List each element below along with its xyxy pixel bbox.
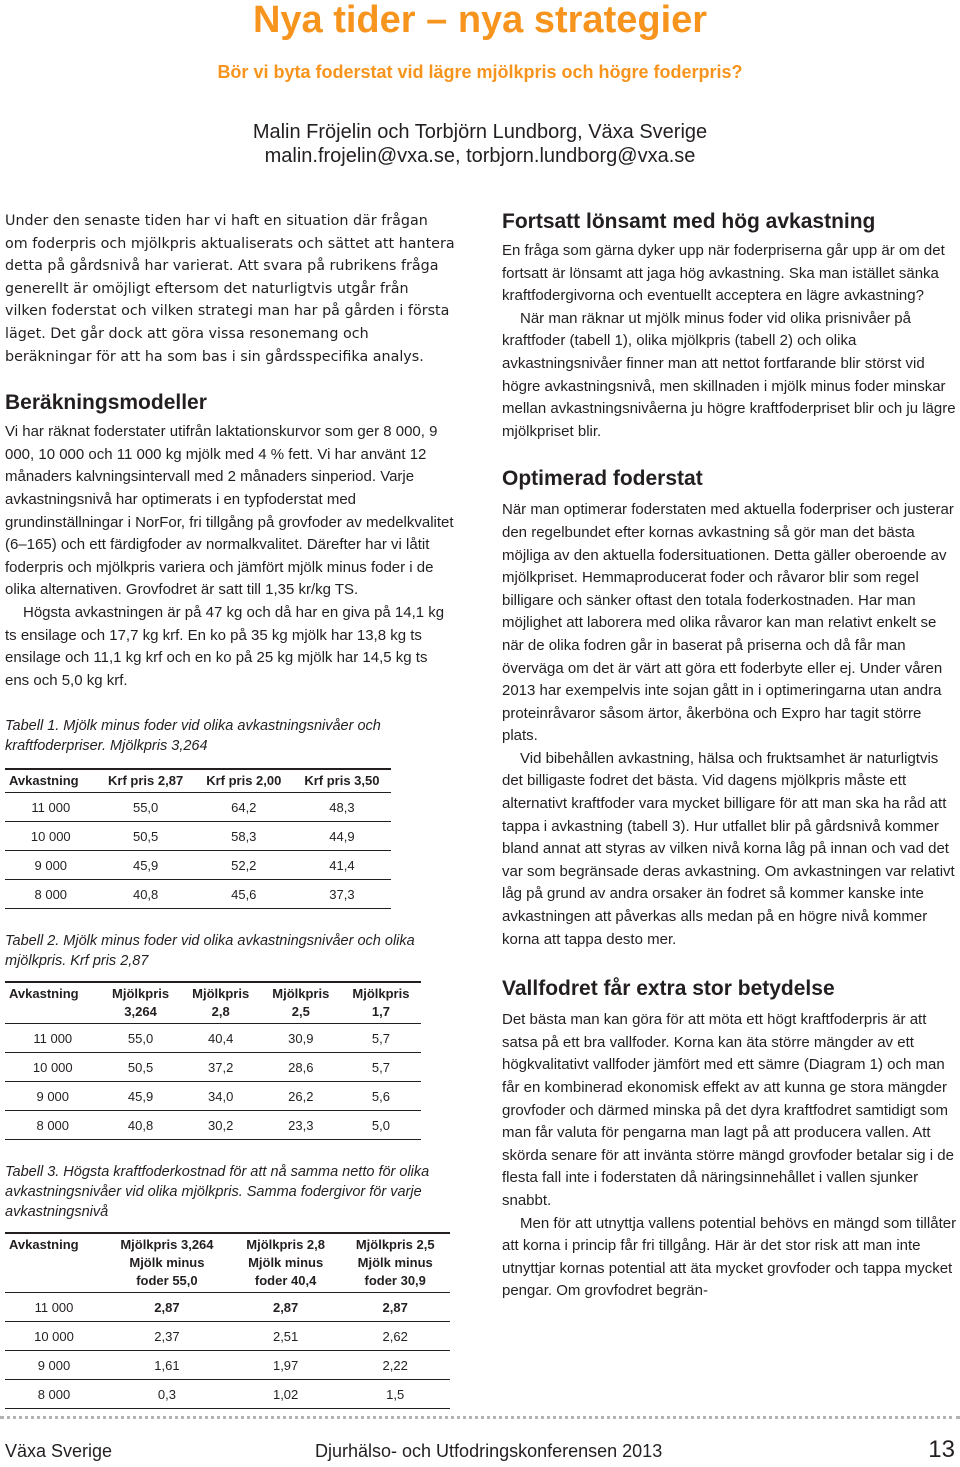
table1-header: Krf pris 3,50 bbox=[304, 773, 380, 789]
table-row: 8 000 40,8 45,6 37,3 bbox=[5, 880, 391, 909]
table2-header: Mjölkpris 2,8 bbox=[192, 986, 250, 1020]
table2-header: Avkastning bbox=[9, 986, 79, 1002]
calculation-paragraph: När man räknar ut mjölk minus foder vid olika prisnivåer på kraftfoder (tabell 1), olika mjölkpris (tabell 2) och olika avkastningsnivåer finner man att nettot fortfarande blir störst vid högre avkastningsnivå, men skillnaden i mjölk minus foder minskar mellan avkastningsnivåerna ju högre kraftfoderpriset blir och ju lägre mjölkpriset blir. bbox=[502, 309, 956, 440]
footer-conference: Djurhälso- och Utfodringskonferensen 2013 bbox=[315, 1441, 663, 1461]
forage-paragraph: Det bästa man kan göra för att möta ett högt kraftfoderpris är att satsa på ett bra vallfoder. Korna kan äta större mängder av ett högkvalitativt vallfoder jämfört med ett sämre (Diagram 1) och man får en kombinerad ekonomisk effekt av att kunna ge stora mängder grovfoder och därmed minska på det dyra kraftfodret samtidigt som man får valuta för pengarna man lagt på att producera vallen. Att skörda senare för att invänta större mängd grovfoder betalar sig i de flesta fall inte i foderstaten då näringsinnehållet i vallen sjunker snabbt. bbox=[502, 1011, 954, 1209]
table-row: 11 000 55,0 64,2 48,3 bbox=[5, 793, 391, 822]
table2-header: Mjölkpris 1,7 bbox=[352, 986, 410, 1020]
table-row: 10 000 2,37 2,51 2,62 bbox=[5, 1322, 450, 1351]
methods-paragraph: Vi har räknat foderstater utifrån laktationskurvor som ger 8 000, 9 000, 10 000 och 11 000 kg mjölk med 4 % fett. Vi har använt 12 månaders kalvningsintervall med 2 månaders sinperiod. Varje avkastningsnivå har optimerats i en typfoderstat med grundinställningar i NorFor, fri tillgång på grovfoder av medelkvalitet (6–165) och ett färdigfoder av normalkvalitet. Därefter har vi låtit foderpris och mjölkpris variera och jämfört mjölk minus foder i de olika alternativen. Grovfodret är satt till 1,35 kr/kg TS. bbox=[5, 423, 454, 599]
table-row: 9 000 1,61 1,97 2,22 bbox=[5, 1351, 450, 1380]
heading-fortsatt-lonsamt: Fortsatt lönsamt med hög avkastning bbox=[502, 210, 876, 233]
table3-header: Mjölkpris 2,8 Mjölk minus foder 40,4 bbox=[246, 1237, 325, 1289]
table-row: 9 000 45,9 52,2 41,4 bbox=[5, 851, 391, 880]
heading-vallfodret: Vallfodret får extra stor betydelse bbox=[502, 977, 835, 1001]
profitability-paragraph: En fråga som gärna dyker upp när foderpriserna går upp är om det fortsatt är lönsamt att jaga hög avkastning. Ska man istället sänka kraftfodergivorna och eventuellt acceptera en lägre avkastning? bbox=[502, 242, 945, 305]
page-title: Nya tider – nya strategier bbox=[252, 0, 708, 41]
table1-header: Krf pris 2,87 bbox=[108, 773, 184, 789]
yield-paragraph: Högsta avkastningen är på 47 kg och då har en giva på 14,1 kg ts ensilage och 17,7 kg krf. En ko på 35 kg mjölk har 13,8 kg ts ensilage och 11,1 kg krf och en ko på 25 kg mjölk har 14,5 kg ts ens och 5,0 kg krf. bbox=[5, 603, 445, 689]
table3-header: Avkastning bbox=[9, 1237, 79, 1253]
table1-header: Avkastning bbox=[9, 773, 79, 789]
table-row: 11 000 2,87 2,87 2,87 bbox=[5, 1293, 450, 1322]
table2-caption: Tabell 2. Mjölk minus foder vid olika avkastningsnivåer och olika mjölkpris. Krf pris 2,87 bbox=[5, 933, 415, 970]
page-subtitle: Bör vi byta foderstat vid lägre mjölkpris och högre foderpris? bbox=[217, 62, 743, 82]
page-number: 13 bbox=[928, 1436, 955, 1463]
table3-caption: Tabell 3. Högsta kraftfoderkostnad för att nå samma netto för olika avkastningsnivåer vid olika mjölkpris. Samma fodergivor för varje avkastningsnivå bbox=[5, 1164, 430, 1221]
table2-header: Mjölkpris 2,5 bbox=[272, 986, 330, 1020]
cheapest-feed-paragraph: Vid bibehållen avkastning, hälsa och fruktsamhet är naturligtvis det billigaste fodret det bästa. Vid dagens mjölkpris måste ett alternativt kraftfoder vara mycket billigare för att man ska ha råd att tappa i avkastning (tabell 3). Hur utfallet blir på gårdsnivå kommer bland annat att styras av vilken nivå korna låg på innan och vad det var som begränsade deras avkastning. Om avkastningen var relativt låg på grund av andra orsaker än fodret så kommer kanske inte avkastningen att påverkas alls medan på en högre nivå kommer korna att tappa desto mer. bbox=[502, 749, 955, 948]
table2 bbox=[5, 981, 421, 1140]
left-column bbox=[5, 210, 455, 1409]
authors: Malin Fröjelin och Torbjörn Lundborg, Växa Sverige bbox=[252, 121, 708, 143]
authors-block bbox=[0, 120, 960, 168]
table-row: 10 000 50,5 37,2 28,6 5,7 bbox=[5, 1053, 421, 1082]
optimization-paragraph: När man optimerar foderstaten med aktuella foderpriser och justerar den regelbundet efter kornas avkastning så gör man det bästa möjliga av den aktuella fodersituationen. Detta gäller oberoende av mjölkpriset. Hemmaproducerat foder och råvaror blir som regel billigare och sänker oftast den totala foderkostnaden. Har man möjlighet att laborera med olika råvaror kan man relativt enkelt se när de olika fodren går in baserat på priserna och då får man överväga om det är värt att göra ett foderbyte eller ej. Under våren 2013 har exempelvis inte sojan gått in i optimeringarna utan andra proteinråvaror såsom ärtor, åkerböna och Expro har tagit större plats. bbox=[502, 501, 954, 745]
table-row: 10 000 50,5 58,3 44,9 bbox=[5, 822, 391, 851]
footer-divider bbox=[0, 1416, 960, 1419]
intro-paragraph: Under den senaste tiden har vi haft en situation där frågan om foderpris och mjölkpris aktualiserats och sättet att hantera detta på gårdsnivå har varierat. Att svara på rubrikens fråga generellt är omöjligt eftersom det naturligtvis utgår från vilken foderstat och vilken strategi man har på gården i första läget. Det går dock att göra vissa resonemang och beräkningar för att ha som bas i sin gårdsspecifika analys. bbox=[5, 213, 455, 365]
heading-berakningsmodeller: Beräkningsmodeller bbox=[5, 391, 207, 415]
table2-header: Mjölkpris 3,264 bbox=[112, 986, 170, 1020]
table1-header: Krf pris 2,00 bbox=[206, 773, 282, 789]
table-row: 8 000 40,8 30,2 23,3 5,0 bbox=[5, 1111, 421, 1140]
heading-optimerad-foderstat: Optimerad foderstat bbox=[502, 467, 703, 491]
table-row: 9 000 45,9 34,0 26,2 5,6 bbox=[5, 1082, 421, 1111]
emails: malin.frojelin@vxa.se, torbjorn.lundborg@vxa.se bbox=[264, 145, 696, 167]
table1 bbox=[5, 768, 391, 909]
table-row: 8 000 0,3 1,02 1,5 bbox=[5, 1380, 450, 1409]
right-column bbox=[502, 210, 957, 1303]
table-row: 11 000 55,0 40,4 30,9 5,7 bbox=[5, 1024, 421, 1053]
table3-header: Mjölkpris 3,264 Mjölk minus foder 55,0 bbox=[120, 1237, 214, 1289]
footer-org: Växa Sverige bbox=[5, 1441, 113, 1461]
table3 bbox=[5, 1232, 450, 1409]
forage-potential-paragraph: Men för att utnyttja vallens potential behövs en mängd som tillåter att korna i princip får fri tillgång. Här är det stor risk att man inte utnyttjar kornas potential att äta mycket grovfoder och tappa mycket pengar. Om grovfodret begrän- bbox=[502, 1214, 957, 1300]
table3-header: Mjölkpris 2,5 Mjölk minus foder 30,9 bbox=[355, 1237, 435, 1289]
table1-caption: Tabell 1. Mjölk minus foder vid olika avkastningsnivåer och kraftfoderpriser. Mjölkpris 3,264 bbox=[5, 718, 381, 755]
